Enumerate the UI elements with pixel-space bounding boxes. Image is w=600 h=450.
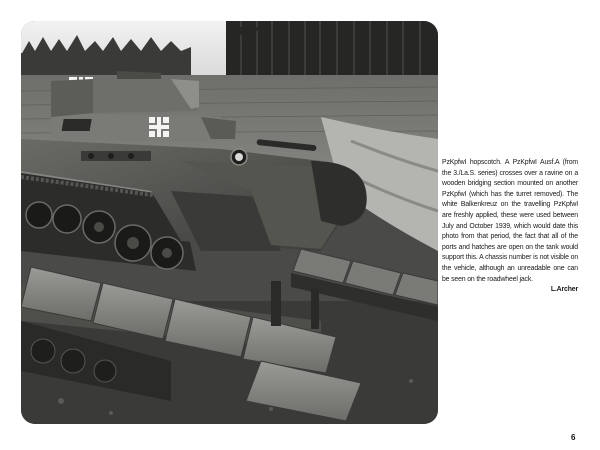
tank-photograph (21, 21, 438, 424)
balkenkreuz-hull-icon (149, 117, 169, 137)
tank-photo-illustration (21, 21, 438, 424)
photo-caption (442, 158, 578, 296)
pine-forest (226, 21, 438, 83)
photo-credit: L.Archer (550, 286, 578, 294)
caption-text: PzKpfwI hopscotch. A PzKpfwI Ausf.A (from the 3./La.S. series) crosses over a ravine on a wooden bridging section mounted on another PzKpfwI (which has the turret removed). The white Balkenkreuz on the travelling PzKpfwI are freshly applied, these were used between July and October 1939, which would date this photo from that period, the fact that all of the ports and hatches are open on the tank would support this. A chassis number is not visible on the vehicle, although an unreadable one can be seen on the roadwheel jack. (442, 159, 578, 283)
page-number: 6 (571, 433, 576, 442)
